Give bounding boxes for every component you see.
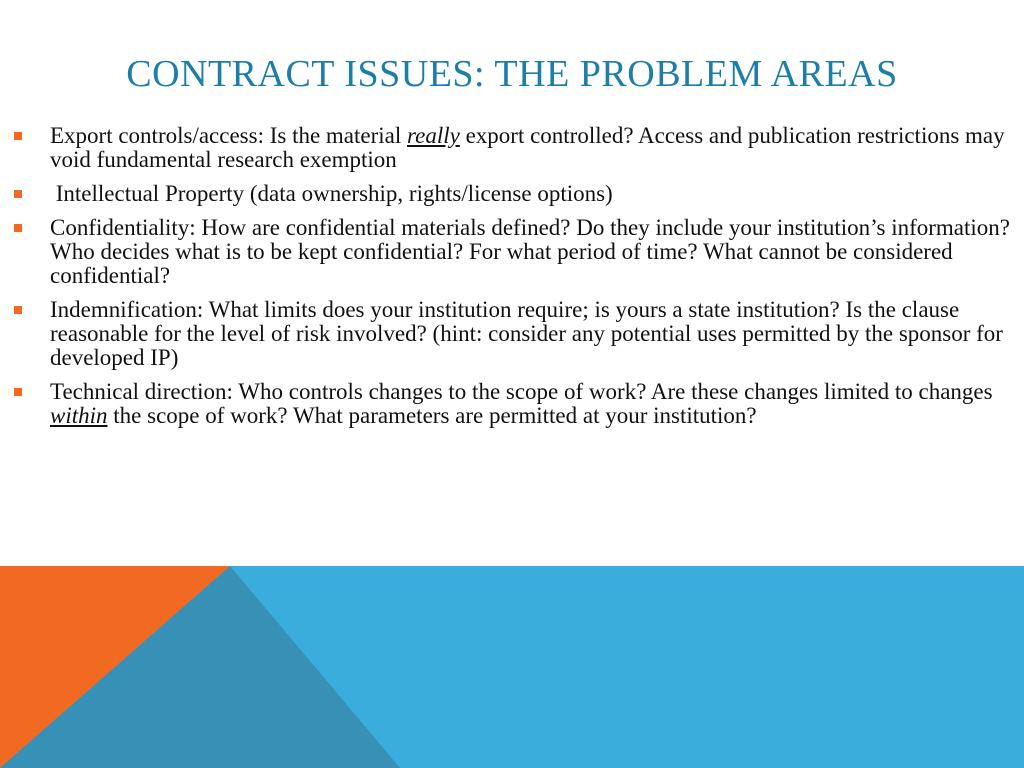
bullet-emphasis: within: [50, 403, 108, 428]
bullet-technical-direction: [14, 380, 1018, 428]
square-bullet-icon: [14, 388, 22, 396]
footer-decoration: [0, 566, 1024, 768]
bullet-indemnification: [14, 298, 1018, 370]
bullet-text: Intellectual Property (data ownership, rights/license options): [50, 181, 613, 206]
slide-title: CONTRACT ISSUES: THE PROBLEM AREAS: [126, 53, 898, 95]
square-bullet-icon: [14, 132, 22, 140]
bullet-text-continued: the scope of work? What parameters are permitted at your institution?: [107, 403, 757, 428]
bullet-list: [14, 124, 1018, 438]
bullet-export-controls: [14, 124, 1018, 172]
square-bullet-icon: [14, 190, 22, 198]
bullet-confidentiality: [14, 216, 1018, 288]
bullet-text: Confidentiality: How are confidential materials defined? Do they include your institution’s information? Who decides what is to be kept confidential? For what period of time? What cannot be considered confidential?: [50, 215, 1011, 288]
bullet-intellectual-property: [14, 182, 1018, 206]
bullet-text: Indemnification: What limits does your institution require; is yours a state institution? Is the clause reasonable for the level of risk involved? (hint: consider any potential uses permitted by the sponsor for developed IP): [50, 297, 1003, 370]
bullet-text: Export controls/access: Is the material: [50, 123, 408, 148]
bullet-text-continued: export controlled? Access and publication restrictions may void fundamental research exemption: [50, 123, 1005, 172]
square-bullet-icon: [14, 224, 22, 232]
bullet-emphasis: really: [407, 123, 460, 148]
square-bullet-icon: [14, 306, 22, 314]
bullet-text: Technical direction: Who controls changes to the scope of work? Are these changes limited to changes: [50, 379, 993, 404]
